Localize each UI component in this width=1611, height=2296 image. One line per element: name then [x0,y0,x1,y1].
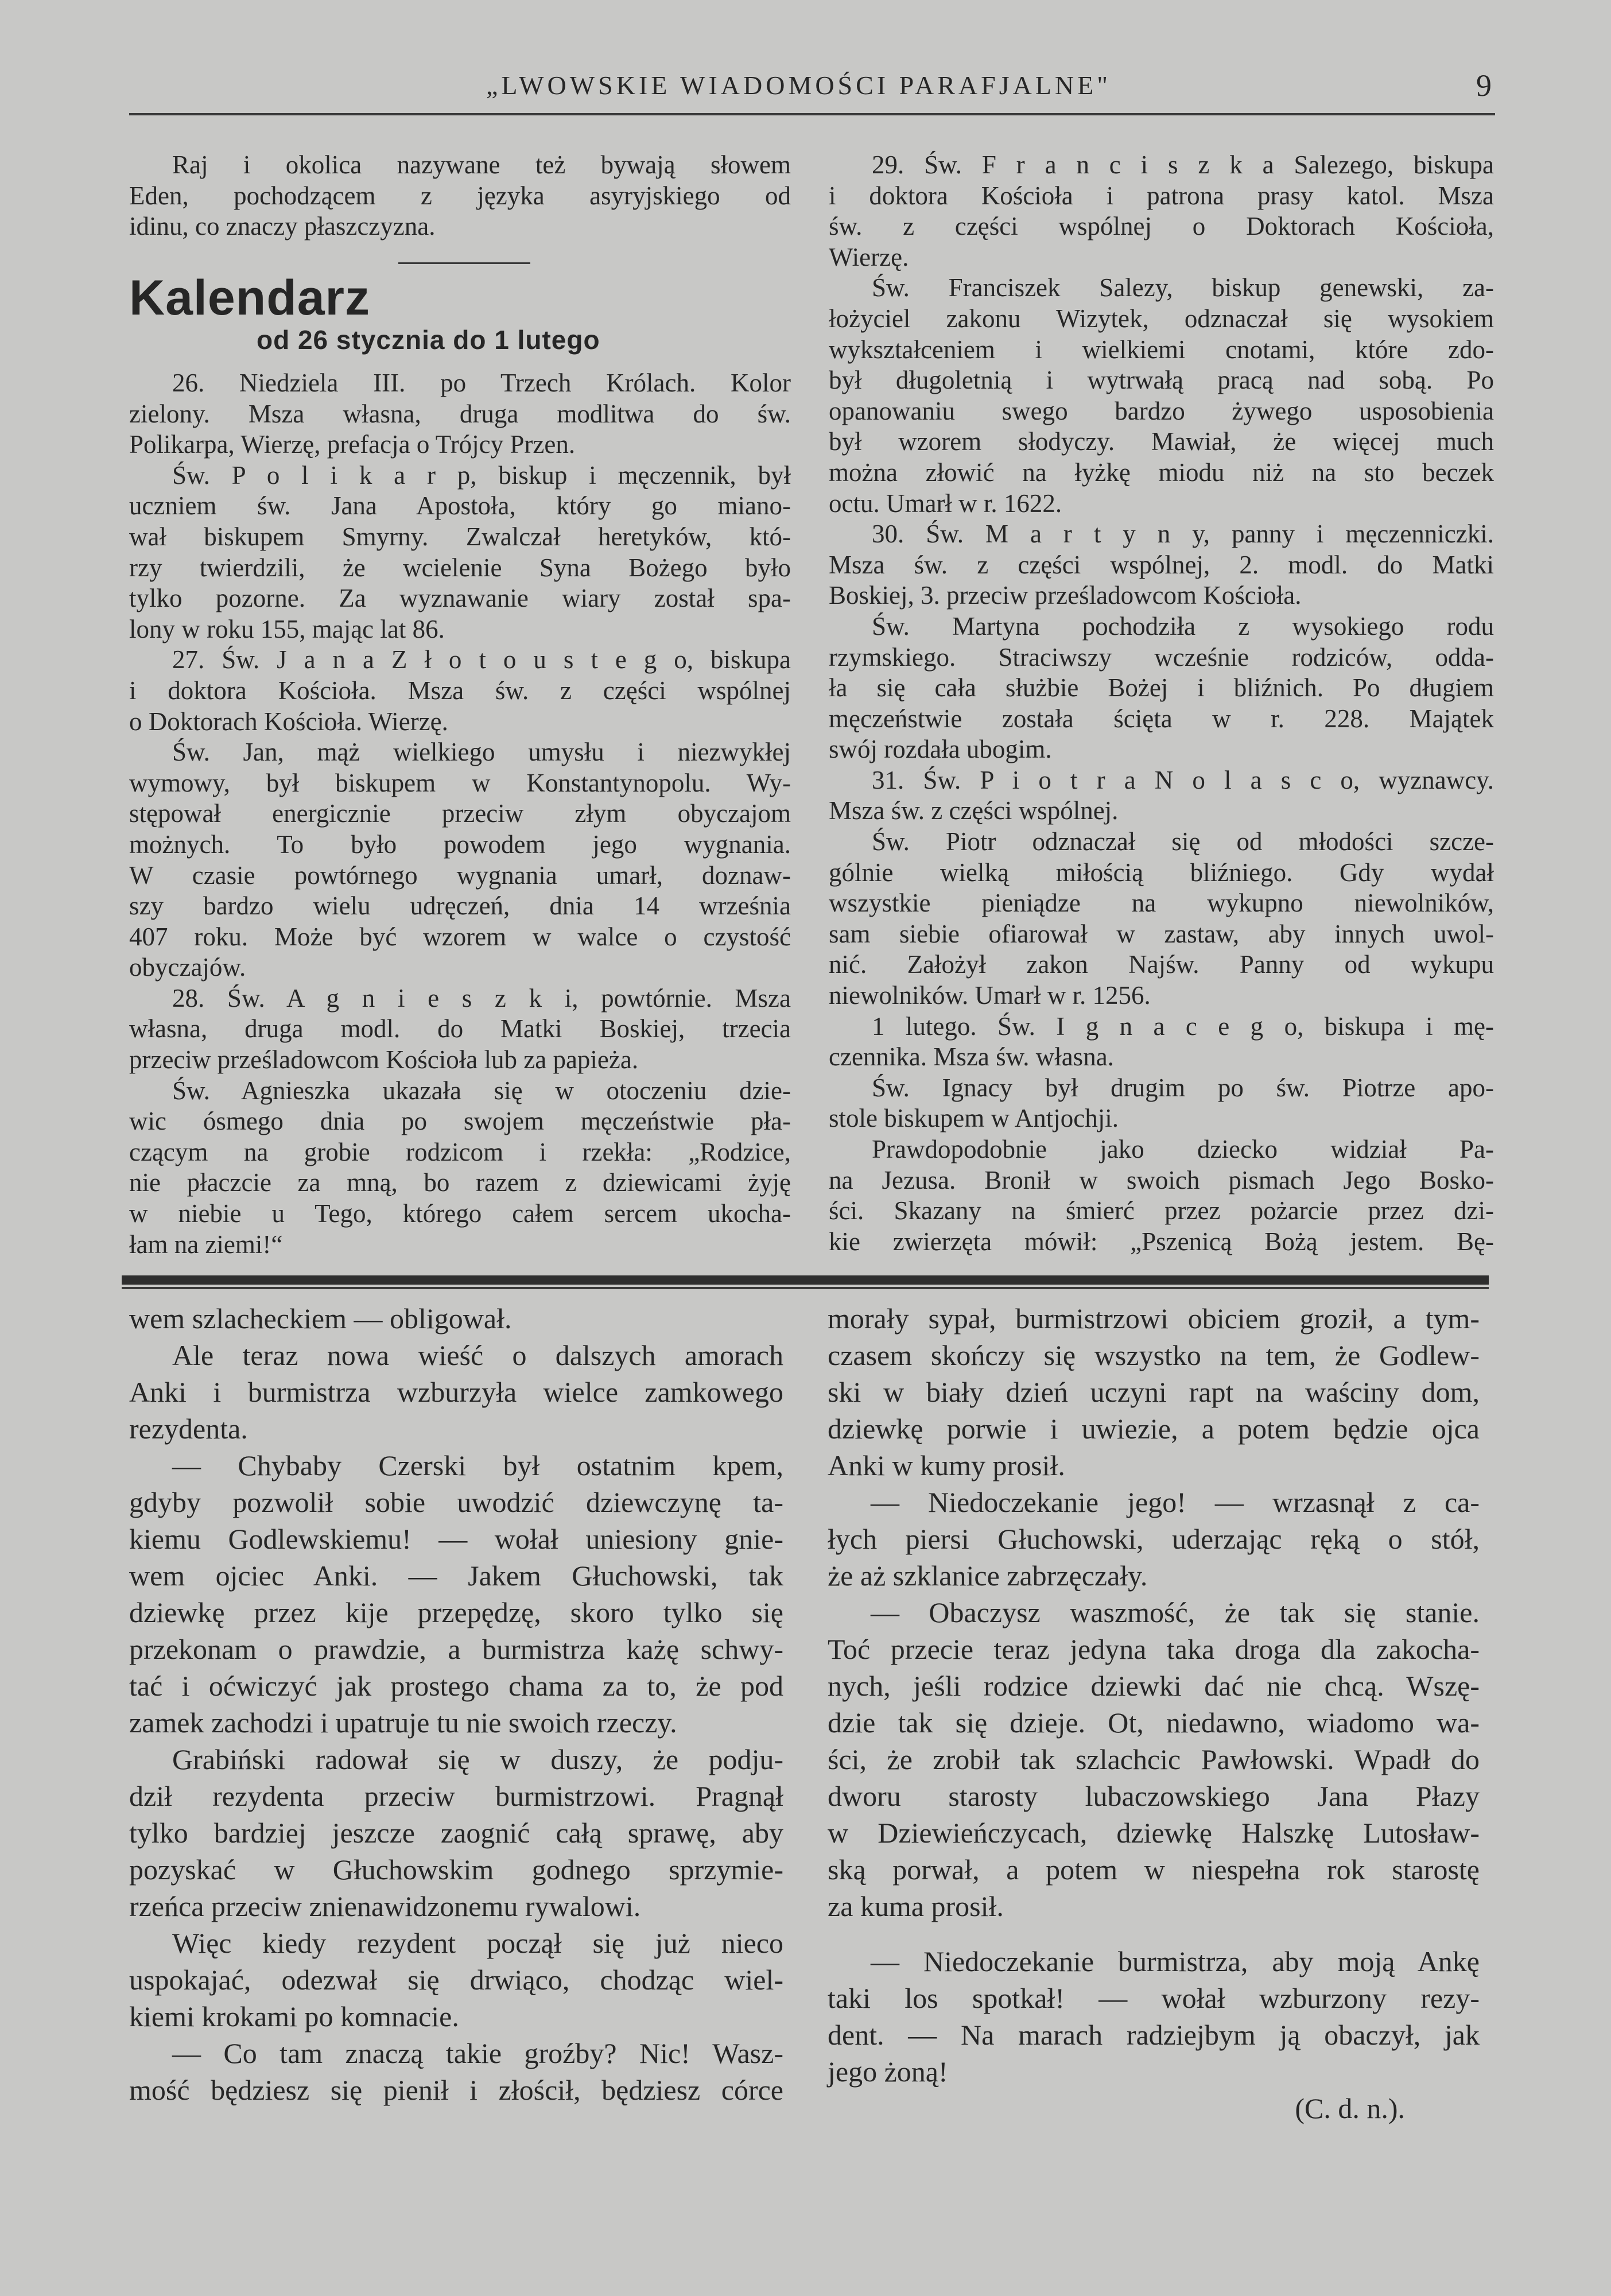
text-line: nie płaczcie za mną, bo razem z dziewicami żyję [129,1168,791,1197]
text-line: 27. Św. J a n a Z ł o t o u s t e g o, biskupa [172,645,791,674]
text-line: uspokajać, odezwał się drwiąco, chodząc wiel- [129,1964,783,1996]
text-line: rzymskiego. Straciwszy wcześnie rodziców, odda- [829,642,1494,672]
paragraph [129,1300,783,1337]
serial-right-column [828,1300,1480,2127]
text-line: rzy twierdzili, że wcielenie Syna Bożego było [129,553,791,582]
paragraph [129,150,791,242]
calendar-heading: Kalendarz [129,270,371,325]
text-line: przeciw prześladowcom Kościoła lub za papieża. [129,1045,639,1075]
text-line: idinu, co znaczy płaszczyzna. [129,212,436,241]
intro-paragraph [129,150,791,242]
calendar-right-column [829,150,1494,1257]
text-line: o Doktorach Kościoła. Wierzę. [129,707,448,736]
text-line: swój rozdała ubogim. [829,735,1052,764]
paragraph [828,1943,1480,2090]
text-line: 407 roku. Może być wzorem w walce o czystość [129,922,791,951]
paragraph [129,2035,783,2108]
text-line: męczeństwie została ścięta w r. 228. Majątek [829,704,1494,733]
text-line: Polikarpa, Wierzę, prefacja o Trójcy Przen. [129,430,576,459]
text-line: szy bardzo wielu udręczeń, dnia 14 września [129,891,791,921]
text-line: 29. Św. F r a n c i s z k a Salezego, biskupa [872,150,1494,179]
text-line: ła się cała służbie Bożej i bliźnich. Po długiem [829,673,1494,703]
text-line: wymowy, był biskupem w Konstantynopolu. Wy- [129,768,791,797]
text-line: wał biskupem Smyrny. Zwalczał heretyków, któ- [129,522,791,551]
text-line: ski w biały dzień uczyni rapt na waściny dom, [828,1376,1480,1408]
text-line: Św. Ignacy był drugim po św. Piotrze apo- [872,1073,1494,1102]
text-line: dził rezydenta przeciw burmistrzowi. Pragnął [129,1780,783,1812]
text-line: ści. Skazany na śmierć przez pożarcie przez dzi- [829,1196,1494,1225]
text-line: przekonam o prawdzie, a burmistrza każę schwy- [129,1633,783,1665]
text-line: Św. P o l i k a r p, biskup i męczennik, był [172,460,791,490]
text-line: Boskiej, 3. przeciw prześladowcom Kościoła. [829,581,1302,610]
section-rule-thick [122,1275,1489,1285]
text-line: Anki w kumy prosił. [828,1449,1065,1481]
text-line: dziewkę przez kije przepędzę, skoro tylko się [129,1596,783,1628]
text-line: Toć przecie teraz jedyna taka droga dla zakocha- [828,1633,1480,1665]
text-line: kiemu Godlewskiemu! — wołał uniesiony gnie- [129,1523,783,1555]
text-line: zamek zachodzi i upatruje tu nie swoich rzeczy. [129,1707,677,1739]
calendar-subtitle: od 26 stycznia do 1 lutego [257,325,600,355]
text-line: i doktora Kościoła. Msza św. z części wspólnej [129,676,791,705]
section-divider [398,262,530,264]
text-line: łożyciel zakonu Wizytek, odznaczał się wysokiem [829,304,1494,333]
text-line: sam siebie ofiarował w zastaw, aby innych uwol- [829,919,1494,948]
text-line: ści, że zrobił tak szlachcic Pawłowski. Wpadł do [828,1743,1480,1775]
text-line: czącym na grobie rodzicom i rzekła: „Rodzice, [129,1137,791,1166]
text-line: jego żoną! [828,2055,948,2088]
text-line: lony w roku 155, mając lat 86. [129,614,445,643]
text-line: Ale teraz nowa wieść o dalszych amorach [172,1339,783,1371]
text-line: — Co tam znaczą takie groźby? Nic! Wasz- [172,2037,783,2069]
text-line: dworu starosty lubaczowskiego Jana Płazy [828,1780,1480,1812]
text-line: — Chybaby Czerski był ostatnim kpem, [172,1449,783,1481]
text-line: stole biskupem w Antjochji. [829,1104,1119,1133]
paragraph [129,645,791,737]
text-line: był długoletnią i wytrwałą pracą nad sobą. Po [829,366,1494,395]
text-line: morały sypał, burmistrzowi obiciem groził, a tym- [828,1302,1480,1335]
page-number: 9 [1476,68,1492,103]
paragraph [129,460,791,645]
text-line: że aż szklanice zabrzęczały. [828,1560,1148,1592]
text-line: czasem skończy się wszystko na tem, że Godlew- [828,1339,1480,1371]
text-line: i doktora Kościoła i patrona prasy katol. Msza [829,181,1494,210]
text-line: św. z części wspólnej o Doktorach Kościoła, [829,212,1494,241]
paragraph [828,1300,1480,1484]
paragraph [829,827,1494,1011]
running-header-title: „LWOWSKIE WIADOMOŚCI PARAFJALNE" [486,71,1112,100]
text-line: mość będziesz się pienił i złościł, będziesz córce [129,2074,783,2106]
text-line: 28. Św. A g n i e s z k i, powtórnie. Msza [172,983,791,1013]
text-line: na Jezusa. Bronił w swoich pismach Jego Bosko- [829,1165,1494,1194]
paragraph [829,273,1494,519]
text-line: obyczajów. [129,953,246,982]
text-line: wic ósmego dnia po swojem męczeństwie pła- [129,1107,791,1136]
paragraph [129,983,791,1076]
text-line: czennika. Msza św. własna. [829,1042,1114,1072]
text-line: pozyskać w Głuchowskim godnego sprzymie- [129,1853,783,1886]
text-line: Raj i okolica nazywane też bywają słowem [172,150,791,179]
paragraph [829,765,1494,827]
text-line: Anki i burmistrza wzburzyła wielce zamkowego [129,1376,783,1408]
calendar-left-column [129,368,791,1260]
paragraph [828,1484,1480,1594]
text-line: łam na ziemi!“ [129,1230,283,1259]
text-line: Św. Piotr odznaczał się od młodości szcze- [872,827,1494,856]
text-line: w niebie u Tego, którego całem sercem ukocha- [129,1199,791,1228]
text-line: taki los spotkał! — wołał wzburzony rezy- [828,1982,1480,2014]
text-line: opanowaniu swego bardzo żywego usposobienia [829,396,1494,425]
paragraph [129,1741,783,1925]
text-line: — Niedoczekanie jego! — wrzasnął z ca- [871,1486,1480,1518]
paragraph [829,611,1494,765]
text-line: niewolników. Umarł w r. 1256. [829,981,1151,1010]
text-line: za kuma prosił. [828,1890,1004,1922]
text-line: gdyby pozwolił sobie uwodzić dziewczynę ta- [129,1486,783,1518]
text-line: łych piersi Głuchowski, uderzając ręką o stół, [828,1523,1480,1555]
text-line: octu. Umarł w r. 1622. [829,488,1062,518]
text-line: zielony. Msza własna, druga modlitwa do św. [129,399,791,428]
text-line: ską porwał, a potem w niespełna rok starostę [828,1853,1480,1886]
paragraph [129,368,791,460]
text-line: tylko bardziej jeszcze zaognić całą sprawę, aby [129,1817,783,1849]
text-line: Więc kiedy rezydent począł się już nieco [172,1927,783,1959]
text-line: Św. Jan, mąż wielkiego umysłu i niezwykłej [172,738,791,767]
text-line: rzeńca przeciw znienawidzonemu rywalowi. [129,1890,641,1922]
text-line: dziewkę porwie i uwiezie, a potem będzie ojca [828,1413,1480,1445]
text-line: nić. Założył zakon Najśw. Panny od wykupu [829,950,1494,979]
serial-left-column [129,1300,783,2108]
text-line: rezydenta. [129,1413,248,1445]
paragraph [829,1011,1494,1073]
text-line: Prawdopodobnie jako dziecko widział Pa- [872,1135,1494,1163]
paragraph-gap [828,1925,1480,1943]
text-line: nych, jeśli rodzice dziewki dać nie chcą. Wszę- [828,1670,1480,1702]
paragraph [828,1594,1480,1925]
text-line: Wierzę. [829,242,909,272]
text-line: wem szlacheckiem — obligował. [129,1302,512,1335]
text-line: 26. Niedziela III. po Trzech Królach. Kolor [172,369,791,397]
text-line: 31. Św. P i o t r a N o l a s c o, wyznawcy. [872,765,1494,794]
paragraph [829,150,1494,273]
text-line: dzie tak się dzieje. Ot, niedawno, wiadomo wa- [828,1707,1480,1739]
text-line: dent. — Na marach radziejbym ją obaczył, jak [828,2019,1480,2051]
paragraph [129,1076,791,1261]
text-line: uczniem św. Jana Apostoła, który go miano- [129,491,791,521]
text-line: Św. Martyna pochodziła z wysokiego rodu [872,611,1494,641]
text-line: 30. Św. M a r t y n y, panny i męczenniczki. [872,519,1494,549]
text-line: — Obaczysz waszmość, że tak się stanie. [871,1596,1480,1628]
text-line: Msza św. z części wspólnej. [829,796,1119,825]
paragraph [829,1073,1494,1134]
paragraph [129,1447,783,1741]
paragraph [829,1134,1494,1257]
paragraph [129,1925,783,2035]
text-line: stępował energicznie przeciw złym obyczajom [129,799,791,828]
text-line: można złowić na łyżkę miodu niż na sto beczek [829,457,1494,487]
text-line: W czasie powtórnego wygnania umarł, doznaw- [129,860,791,890]
text-line: — Niedoczekanie burmistrza, aby moją Ankę [871,1945,1480,1977]
text-line: wykształceniem i wielkiemi cnotami, które zdo- [829,335,1494,364]
header-rule [129,113,1495,115]
text-line: tylko pozorne. Za wyznawanie wiary został spa- [129,584,791,613]
text-line: kiemi krokami po komnacie. [129,2000,459,2033]
text-line: Św. Agnieszka ukazała się w otoczeniu dzie- [172,1076,791,1105]
section-rule-thin [122,1287,1489,1289]
text-line: możnych. To było powodem jego wygnania. [129,829,791,859]
text-line: własna, druga modl. do Matki Boskiej, trzecia [129,1014,791,1044]
text-line: gólnie wielką miłością bliźniego. Gdy wydał [829,858,1494,887]
text-line: 1 lutego. Św. I g n a c e g o, biskupa i mę- [872,1011,1494,1041]
continued-note: (C. d. n.). [1295,2092,1405,2124]
text-line: wem ojciec Anki. — Jakem Głuchowski, tak [129,1560,783,1592]
text-line: Eden, pochodzącem z języka asyryjskiego od [129,181,791,210]
text-line: Msza św. z części wspólnej, 2. modl. do Matki [829,550,1494,579]
text-line: Grabiński radował się w duszy, że podju- [172,1743,783,1775]
text-line: wszystkie pieniądze na wykupno niewolników, [829,889,1494,918]
paragraph [829,519,1494,611]
paragraph [129,1337,783,1447]
text-line: Św. Franciszek Salezy, biskup genewski, za- [872,273,1494,302]
text-line: kie zwierzęta mówił: „Pszenicą Bożą jestem. Bę- [829,1227,1494,1256]
paragraph [129,737,791,983]
text-line: tać i oćwiczyć jak prostego chama za to, że pod [129,1670,783,1702]
text-line: w Dziewieńczycach, dziewkę Halszkę Lutosław- [828,1817,1480,1849]
text-line: był wzorem słodyczy. Mawiał, że więcej much [829,427,1494,456]
